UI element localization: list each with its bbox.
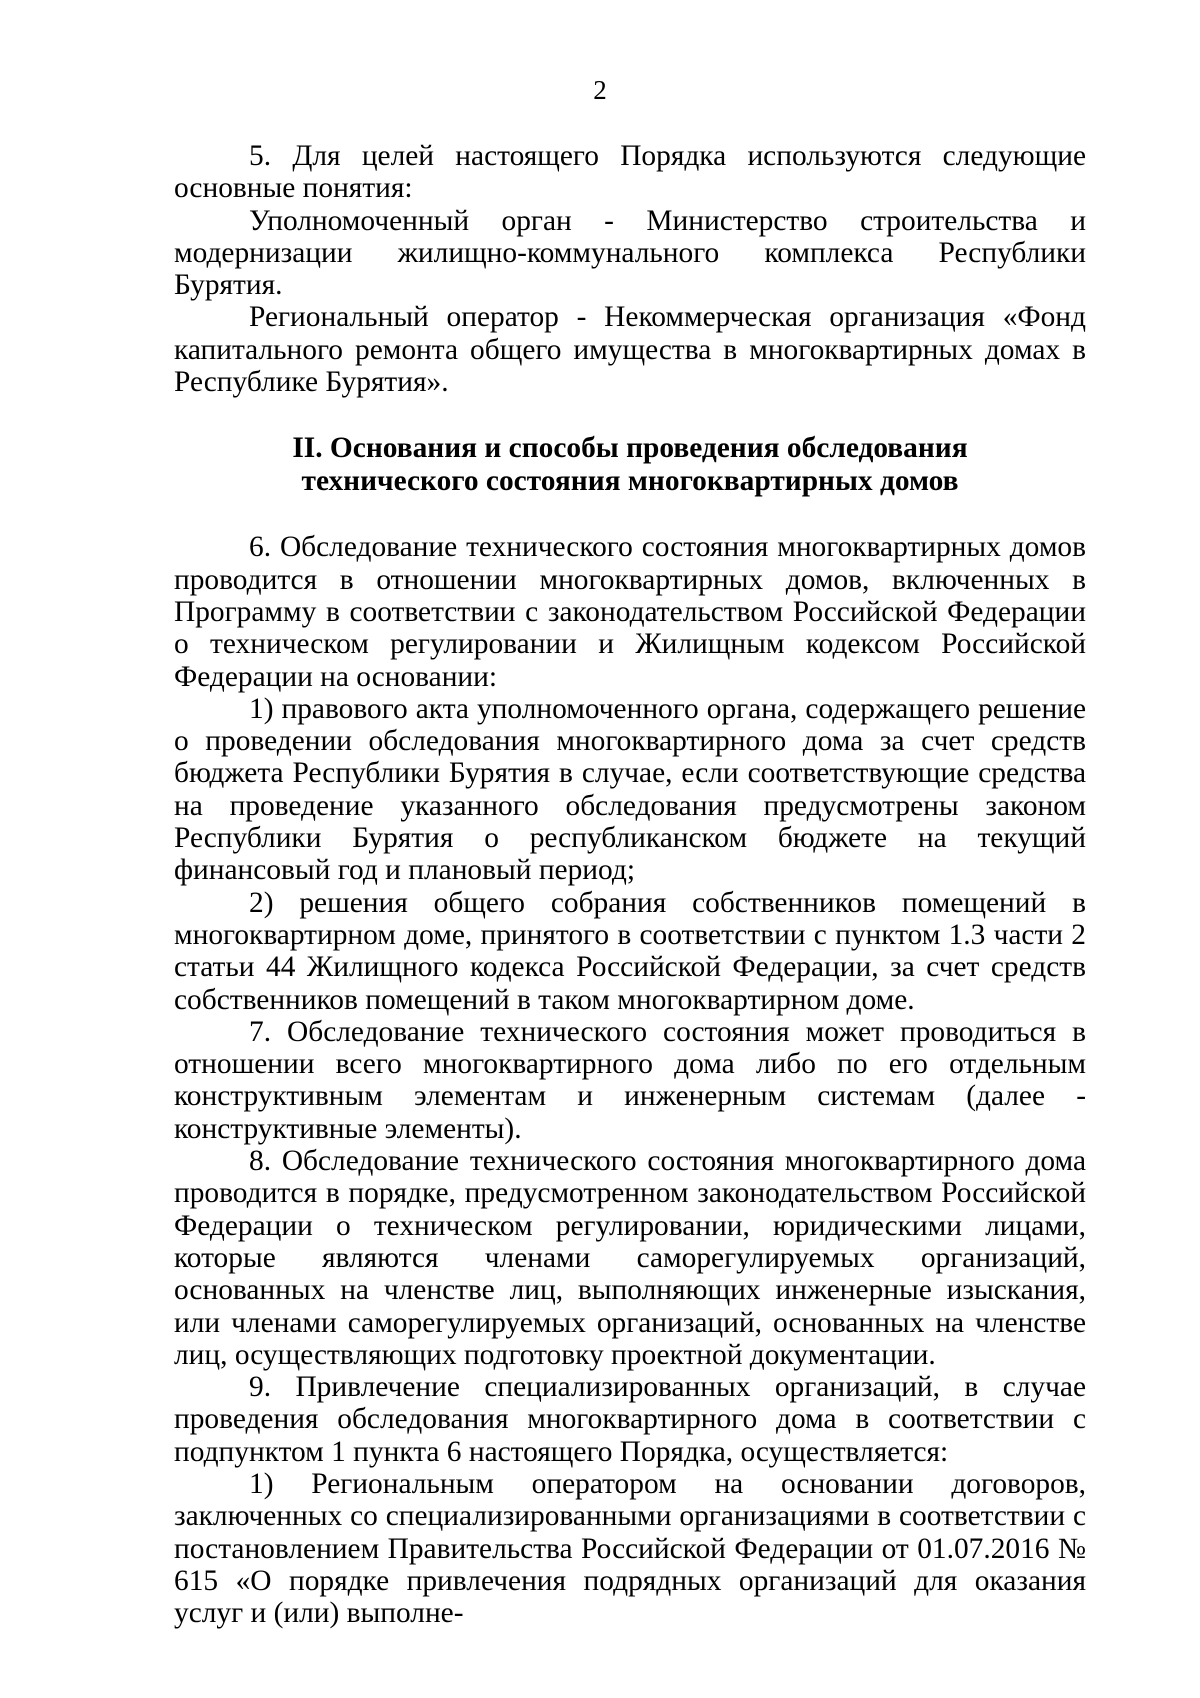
definitions-block bbox=[174, 140, 1086, 398]
section-2-body bbox=[174, 531, 1086, 1629]
document-body bbox=[174, 140, 1086, 1629]
paragraph-6-item-1: 1) правового акта уполномоченного органа, содержащего решение о проведении обследования многоквартирного дома за счет средств бюджета Республики Бурятия в случае, если соответствующие средства на проведение указанного обследования предусмотрены законом Республики Бурятия о республиканском бюджете на текущий финансовый год и плановый период; bbox=[174, 692, 1086, 887]
definition-authorized-body: Уполномоченный орган - Министерство строительства и модернизации жилищно-коммунального комплекса Республики Бурятия. bbox=[174, 204, 1086, 302]
paragraph-5: 5. Для целей настоящего Порядка используются следующие основные понятия: bbox=[174, 140, 1086, 205]
paragraph-6-item-2: 2) решения общего собрания собственников помещений в многоквартирном доме, принятого в соответствии с пунктом 1.3 части 2 статьи 44 Жилищного кодекса Российской Федерации, за счет средств собственников помещений в таком многоквартирном доме. bbox=[174, 886, 1086, 1016]
paragraph-8: 8. Обследование технического состояния многоквартирного дома проводится в порядке, предусмотренном законодательством Российской Федерации о техническом регулировании, юридическими лицами, которые являются членами саморегулируемых организаций, основанных на членстве лиц, выполняющих инженерные изыскания, или членами саморегулируемых организаций, основанных на членстве лиц, осуществляющих подготовку проектной документации. bbox=[174, 1145, 1086, 1371]
definition-regional-operator: Региональный оператор - Некоммерческая организация «Фонд капитального ремонта общего имущества в многоквартирных домах в Республике Бурятия». bbox=[174, 301, 1086, 399]
section-heading-line-2: технического состояния многоквартирных домов bbox=[301, 465, 959, 498]
page-number: 2 bbox=[593, 75, 607, 105]
section-heading-line-1: II. Основания и способы проведения обследования bbox=[292, 432, 968, 465]
paragraph-7: 7. Обследование технического состояния может проводиться в отношении всего многоквартирного дома либо по его отдельным конструктивным элементам и инженерным системам (далее - конструктивные элементы). bbox=[174, 1015, 1086, 1145]
section-heading bbox=[174, 432, 1086, 498]
paragraph-9: 9. Привлечение специализированных организаций, в случае проведения обследования многоквартирного дома в соответствии с подпунктом 1 пункта 6 настоящего Порядка, осуществляется: bbox=[174, 1371, 1086, 1468]
paragraph-6: 6. Обследование технического состояния многоквартирных домов проводится в отношении многоквартирных домов, включенных в Программу в соответствии с законодательством Российской Федерации о техническом регулировании и Жилищным кодексом Российской Федерации на основании: bbox=[174, 531, 1086, 693]
paragraph-9-item-1: 1) Региональным оператором на основании договоров, заключенных со специализированными организациями в соответствии с постановлением Правительства Российской Федерации от 01.07.2016 № 615 «О порядке привлечения подрядных организаций для оказания услуг и (или) выполне- bbox=[174, 1467, 1086, 1630]
